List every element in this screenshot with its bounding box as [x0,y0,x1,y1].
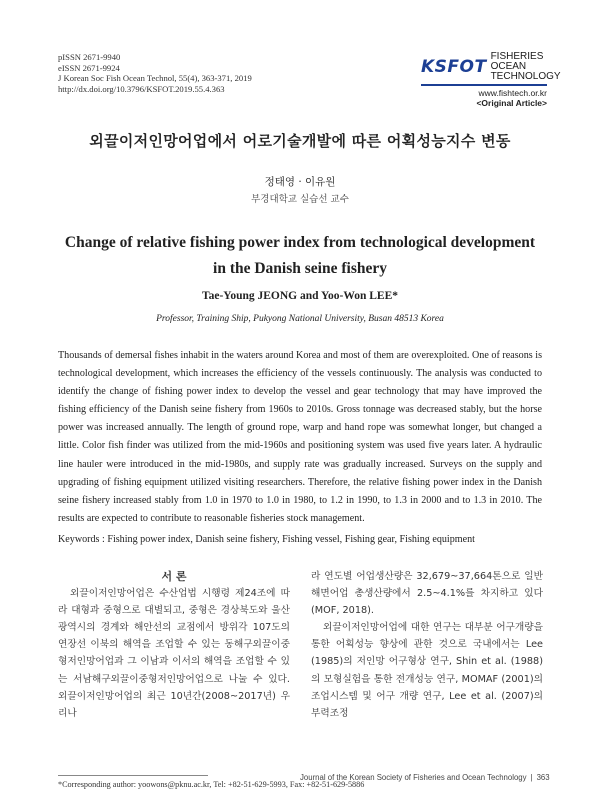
section-heading-introduction: 서 론 [161,570,187,583]
korean-title: 외끌이저인망어업에서 어로기술개발에 따른 어획성능지수 변동 [89,132,511,150]
abstract: Thousands of demersal fishes inhabit in the waters around Korea and most of them are overexploited. One of reasons is technological development, which increases the efficiency of the vessels continuously. The analysis was conducted to identify the change of fishing power index to develop the vessel and gear technology that may have improved the fishing efficiency of the Danish seine fishery from 1960s to 2010s. Gross tonnage was decreased stably, but the horse power was increased annually. The length of ground rope, warp and hand rope was somewhat longer, but changed a little. Color fish finder was utilized from the mid-1960s and positioning system was used five years later. A hydraulic line hauler were introduced in the mid-1980s, and supply rate was gradually increased. Surveys on the supply and upgrading of fishing equipment utilized visiting researchers. Therefore, the relative fishing power index in the Danish seine fishery increased stably from 1.0 in 1970 to 1.0 in 1980, to 1.2 in 1990, to 1.3 in 2000 and to 1.3 in 2010. The results are expected to contribute to reasonable fisheries stock management. [58,350,542,524]
body-left-column [58,568,290,722]
journal-metadata [58,52,252,94]
english-affiliation: Professor, Training Ship, Pukyong National University, Busan 48513 Korea [156,314,444,324]
ksfot-logo-mark: KSFOT [421,57,487,77]
logo-name [491,52,561,82]
page-number: 363 [536,773,550,782]
citation: J Korean Soc Fish Ocean Technol, 55(4), 363-371, 2019 [58,73,252,84]
body-right-column [311,568,543,722]
korean-affiliation: 부경대학교 실습선 교수 [251,194,349,205]
logo-underline [421,84,547,86]
eissn: eISSN 2671-9924 [58,62,120,73]
article-type: <Original Article> [476,98,547,108]
journal-logo [421,51,561,112]
logo-name-line2: TECHNOLOGY [490,71,561,82]
footer-journal-name: Journal of the Korean Society of Fisheries and Ocean Technology [300,773,527,782]
korean-authors: 정태영 · 이유원 [264,176,336,188]
english-authors: Tae-Young JEONG and Yoo-Won LEE* [202,290,398,302]
footnote-divider [58,775,208,776]
corresponding-author-footnote: *Corresponding author: yoowons@pknu.ac.kr, Tel: +82-51-629-5993, Fax: +82-51-629-5886 [58,780,365,789]
page-footer [300,773,550,782]
pissn: pISSN 2671-9940 [58,52,121,62]
english-title: Change of relative fishing power index from technological development in the Danish seine fishery [64,234,536,277]
body-paragraph: 외끌이저인망어업은 수산업법 시행령 제24조에 따라 대형과 중형으로 대별되고, 중형은 경상북도와 울산광역시의 경계와 해안선의 교점에서 방위각 107도의 연장선 이북의 해역을 조업할 수 있는 동해구외끌이중형저인망어업과 그 이남과 이서의 해역을 조업할 수 있는 서남해구외끌이중형저인망어업으로 나눌 수 있다. 외끌이저인망어업의 최근 10년간(2008~2017년) 우리나 [58,588,290,719]
logo-name-line1: FISHERIES OCEAN [490,51,544,72]
body-paragraph: 라 연도별 어업생산량은 32,679~37,664톤으로 일반해면어업 총생산량에서 2.5~4.1%를 차지하고 있다(MOF, 2018). [311,571,543,617]
journal-url[interactable]: www.fishtech.or.kr [478,88,547,98]
footer-separator: | [530,773,533,782]
body-paragraph: 외끌이저인망어업에 대한 연구는 대부분 어구개량을 통한 어획성능 향상에 관한 것으로 국내에서는 Lee (1985)의 저인망 어구형상 연구, Shin et al. (1988)의 모형실험을 통한 전개성능 연구, MOMAF (2001)의 조업시스템 및 어구 개량 연구, Lee et al. (2007)의 부력조정 [311,622,543,719]
doi-link[interactable]: http://dx.doi.org/10.3796/KSFOT.2019.55.4.363 [58,83,225,94]
keywords: Keywords : Fishing power index, Danish seine fishery, Fishing vessel, Fishing gear, Fishing equipment [58,534,475,545]
